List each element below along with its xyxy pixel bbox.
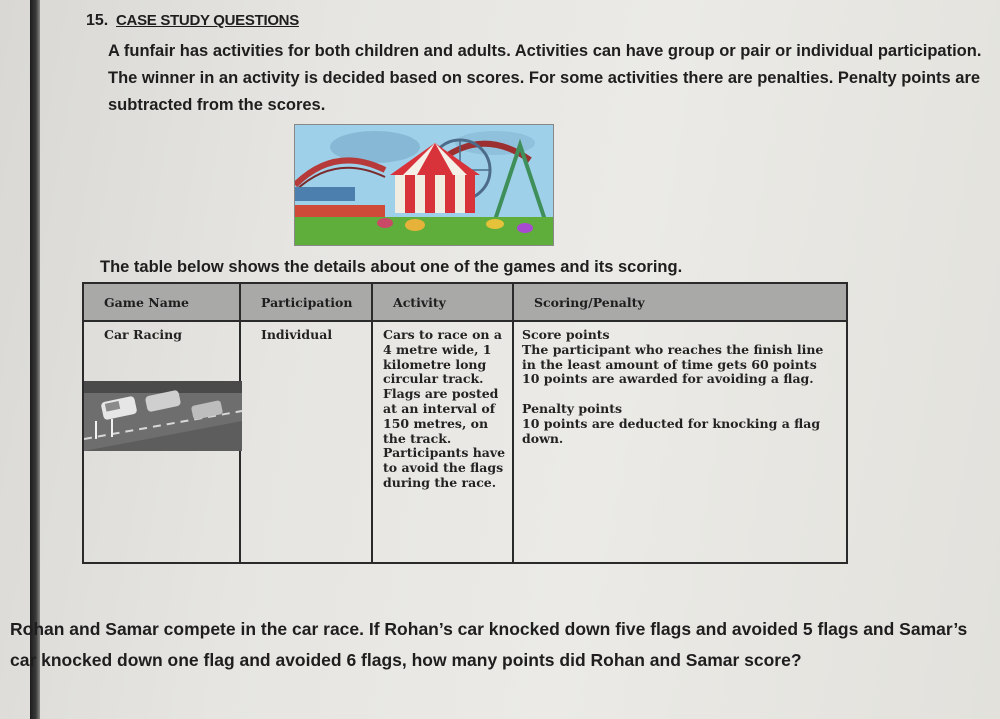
game-table [82, 282, 848, 564]
cell-participation: Individual [240, 321, 372, 563]
header-game-name: Game Name [83, 283, 240, 321]
section-heading: CASE STUDY QUESTIONS [116, 12, 299, 29]
header-activity: Activity [372, 283, 513, 321]
car-racing-photo-icon [84, 381, 242, 451]
game-name-text: Car Racing [104, 327, 182, 342]
penalty-heading: Penalty points [522, 401, 623, 417]
table-header-row [83, 283, 847, 321]
question-number: 15. [86, 12, 109, 29]
table-intro: The table below shows the details about one of the games and its scoring. [100, 258, 683, 276]
cell-activity: Cars to race on a 4 metre wide, 1 kilometre long circular track. Flags are posted at an interval of 150 metres, on the track. Participants have to avoid the flags during the race. [372, 321, 513, 563]
header-participation: Participation [240, 283, 372, 321]
cell-game-name [83, 321, 240, 563]
header-scoring: Scoring/Penalty [513, 283, 847, 321]
funfair-illustration [294, 124, 554, 246]
penalty-rule: 10 points are deducted for knocking a flag down. [522, 415, 821, 446]
table-row [83, 321, 847, 563]
score-rule-avoid: 10 points are awarded for avoiding a flag. [522, 371, 814, 387]
funfair-scene-icon [295, 125, 553, 245]
score-heading: Score points [522, 327, 610, 342]
intro-paragraph: A funfair has activities for both children and adults. Activities can have group or pair or individual participation. The winner in an activity is decided based on scores. For some activities there are penalties. Penalty points are subtracted from the scores. [108, 42, 982, 114]
notebook-binding-edge [30, 0, 40, 719]
score-rule-finish: The participant who reaches the finish line in the least amount of time gets 60 points [522, 341, 824, 372]
cell-scoring [513, 321, 847, 563]
final-question: Rohan and Samar compete in the car race. If Rohan’s car knocked down five flags and avoided 5 flags and Samar’s car knocked down one flag and avoided 6 flags, how many points did Rohan and Samar score? [10, 619, 968, 670]
